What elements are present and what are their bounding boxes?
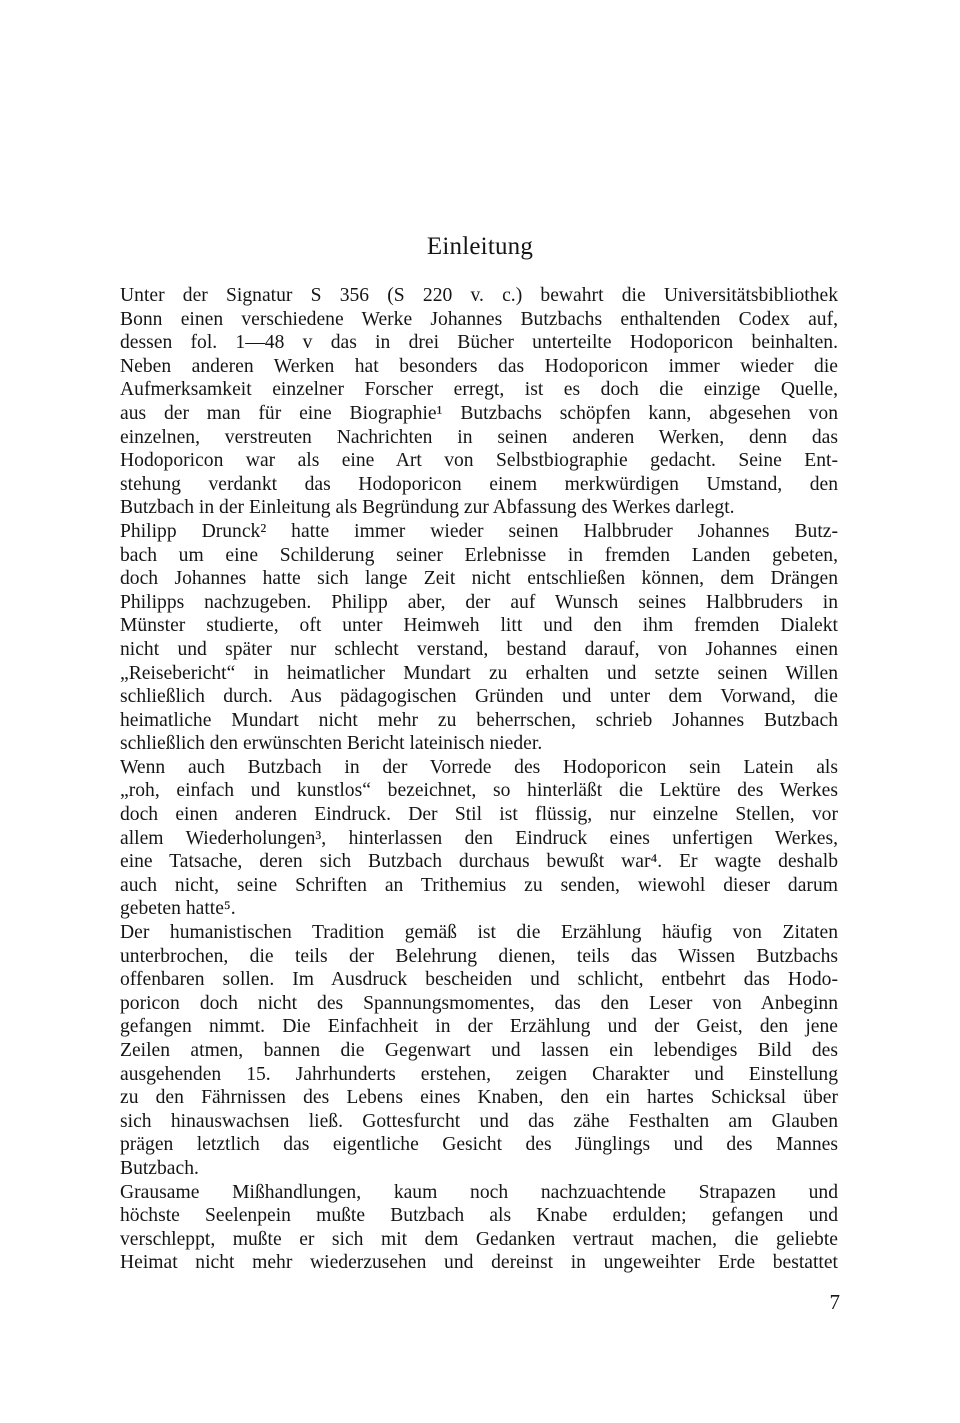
text-line: Butzbach. <box>120 1157 199 1179</box>
text-line: Unter der Signatur S 356 (S 220 v. c.) bewahrt die Universitätsbibliothek <box>120 285 838 306</box>
text-line: prägen letztlich das eigentliche Gesicht des Jünglings und des Mannes <box>120 1134 838 1156</box>
text-line: auch nicht, seine Schriften an Trithemius zu senden, wiewohl dieser darum <box>120 874 838 896</box>
text-line: doch einen anderen Eindruck. Der Stil ist flüssig, nur einzelne Stellen, vor <box>120 804 838 826</box>
text-line: „Reisebericht“ in heimatlicher Mundart zu erhalten und setzte seinen Willen <box>120 662 838 684</box>
text-line: verschleppt, mußte er sich mit dem Gedanken vertraut machen, die geliebte <box>120 1228 838 1250</box>
text-line: sich hinauswachsen ließ. Gottesfurcht und das zähe Festhalten am Glauben <box>120 1110 838 1132</box>
text-line: unterbrochen, die teils der Belehrung dienen, teils das Wissen Butzbachs <box>120 945 838 967</box>
page-number: 7 <box>829 1290 840 1314</box>
text-line: Grausame Mißhandlungen, kaum noch nachzuachtende Strapazen und <box>120 1181 838 1203</box>
text-line: Der humanistischen Tradition gemäß ist die Erzählung häufig von Zitaten <box>120 922 838 944</box>
text-line: poricon doch nicht des Spannungsmomentes, das den Leser von Anbeginn <box>120 992 838 1014</box>
paragraph <box>120 284 838 520</box>
text-line: zu den Fährnissen des Lebens eines Knaben, den ein hartes Schicksal über <box>120 1087 838 1109</box>
text-line: eine Tatsache, deren sich Butzbach durchaus bewußt war⁴. Er wagte deshalb <box>120 851 838 873</box>
text-line: „roh, einfach und kunstlos“ bezeichnet, so hinterläßt die Lektüre des Werkes <box>120 780 838 802</box>
text-line: Bonn einen verschiedene Werke Johannes Butzbachs enthaltenden Codex auf, <box>120 308 838 330</box>
text-line: Münster studierte, oft unter Heimweh litt und den ihm fremden Dialekt <box>120 615 838 637</box>
text-line: Heimat nicht mehr wiederzusehen und dereinst in ungeweihter Erde bestattet <box>120 1252 838 1274</box>
text-line: Neben anderen Werken hat besonders das Hodoporicon immer wieder die <box>120 355 838 377</box>
paragraph <box>120 1181 838 1275</box>
text-line: bach um eine Schilderung seiner Erlebnisse in fremden Landen gebeten, <box>120 544 838 566</box>
text-line: gebeten hatte⁵. <box>120 898 236 920</box>
text-line: offenbaren sollen. Im Ausdruck bescheiden und schlicht, entbehrt das Hodo- <box>120 969 838 991</box>
text-line: einzelnen, verstreuten Nachrichten in seinen anderen Werken, denn das <box>120 426 838 448</box>
text-line: dessen fol. 1—48 v das in drei Bücher unterteilte Hodoporicon beinhalten. <box>120 332 838 354</box>
text-line: stehung verdankt das Hodoporicon einem merkwürdigen Umstand, den <box>120 473 838 495</box>
text-line: schließlich durch. Aus pädagogischen Gründen und unter dem Vorwand, die <box>120 686 838 708</box>
text-line: aus der man für eine Biographie¹ Butzbachs schöpfen kann, abgesehen von <box>120 402 838 424</box>
text-line: schließlich den erwünschten Bericht lateinisch nieder. <box>120 733 543 755</box>
body-text <box>120 284 838 1275</box>
text-line: Philipps nachzugeben. Philipp aber, der auf Wunsch seines Halbbruders in <box>120 591 838 613</box>
paragraph <box>120 921 838 1181</box>
text-line: ausgehenden 15. Jahrhunderts erstehen, zeigen Charakter und Einstellung <box>120 1063 838 1085</box>
text-line: heimatliche Mundart nicht mehr zu beherrschen, schrieb Johannes Butzbach <box>120 709 838 731</box>
text-line: doch Johannes hatte sich lange Zeit nicht entschließen können, dem Drängen <box>120 568 838 590</box>
text-line: Butzbach in der Einleitung als Begründung zur Abfassung des Werkes darlegt. <box>120 497 735 519</box>
text-line: nicht und später nur schlecht verstand, bestand darauf, von Johannes einen <box>120 638 838 660</box>
text-line: allem Wiederholungen³, hinterlassen den Eindruck eines unfertigen Werkes, <box>120 827 838 849</box>
text-line: gefangen nimmt. Die Einfachheit in der Erzählung und der Geist, den jene <box>120 1016 838 1038</box>
paragraph <box>120 520 838 756</box>
text-line: Aufmerksamkeit einzelner Forscher erregt, ist es doch die einzige Quelle, <box>120 379 838 401</box>
text-line: Philipp Drunck² hatte immer wieder seinen Halbbruder Johannes Butz- <box>120 520 838 542</box>
text-line: Wenn auch Butzbach in der Vorrede des Hodoporicon sein Latein als <box>120 756 838 778</box>
text-line: Zeilen atmen, bannen die Gegenwart und lassen ein lebendiges Bild des <box>120 1040 838 1061</box>
paragraph <box>120 756 838 921</box>
chapter-heading: Einleitung <box>426 233 534 260</box>
text-line: Hodoporicon war als eine Art von Selbstbiographie gedacht. Seine Ent- <box>120 450 838 472</box>
text-line: höchste Seelenpein mußte Butzbach als Knabe erdulden; gefangen und <box>120 1205 838 1227</box>
